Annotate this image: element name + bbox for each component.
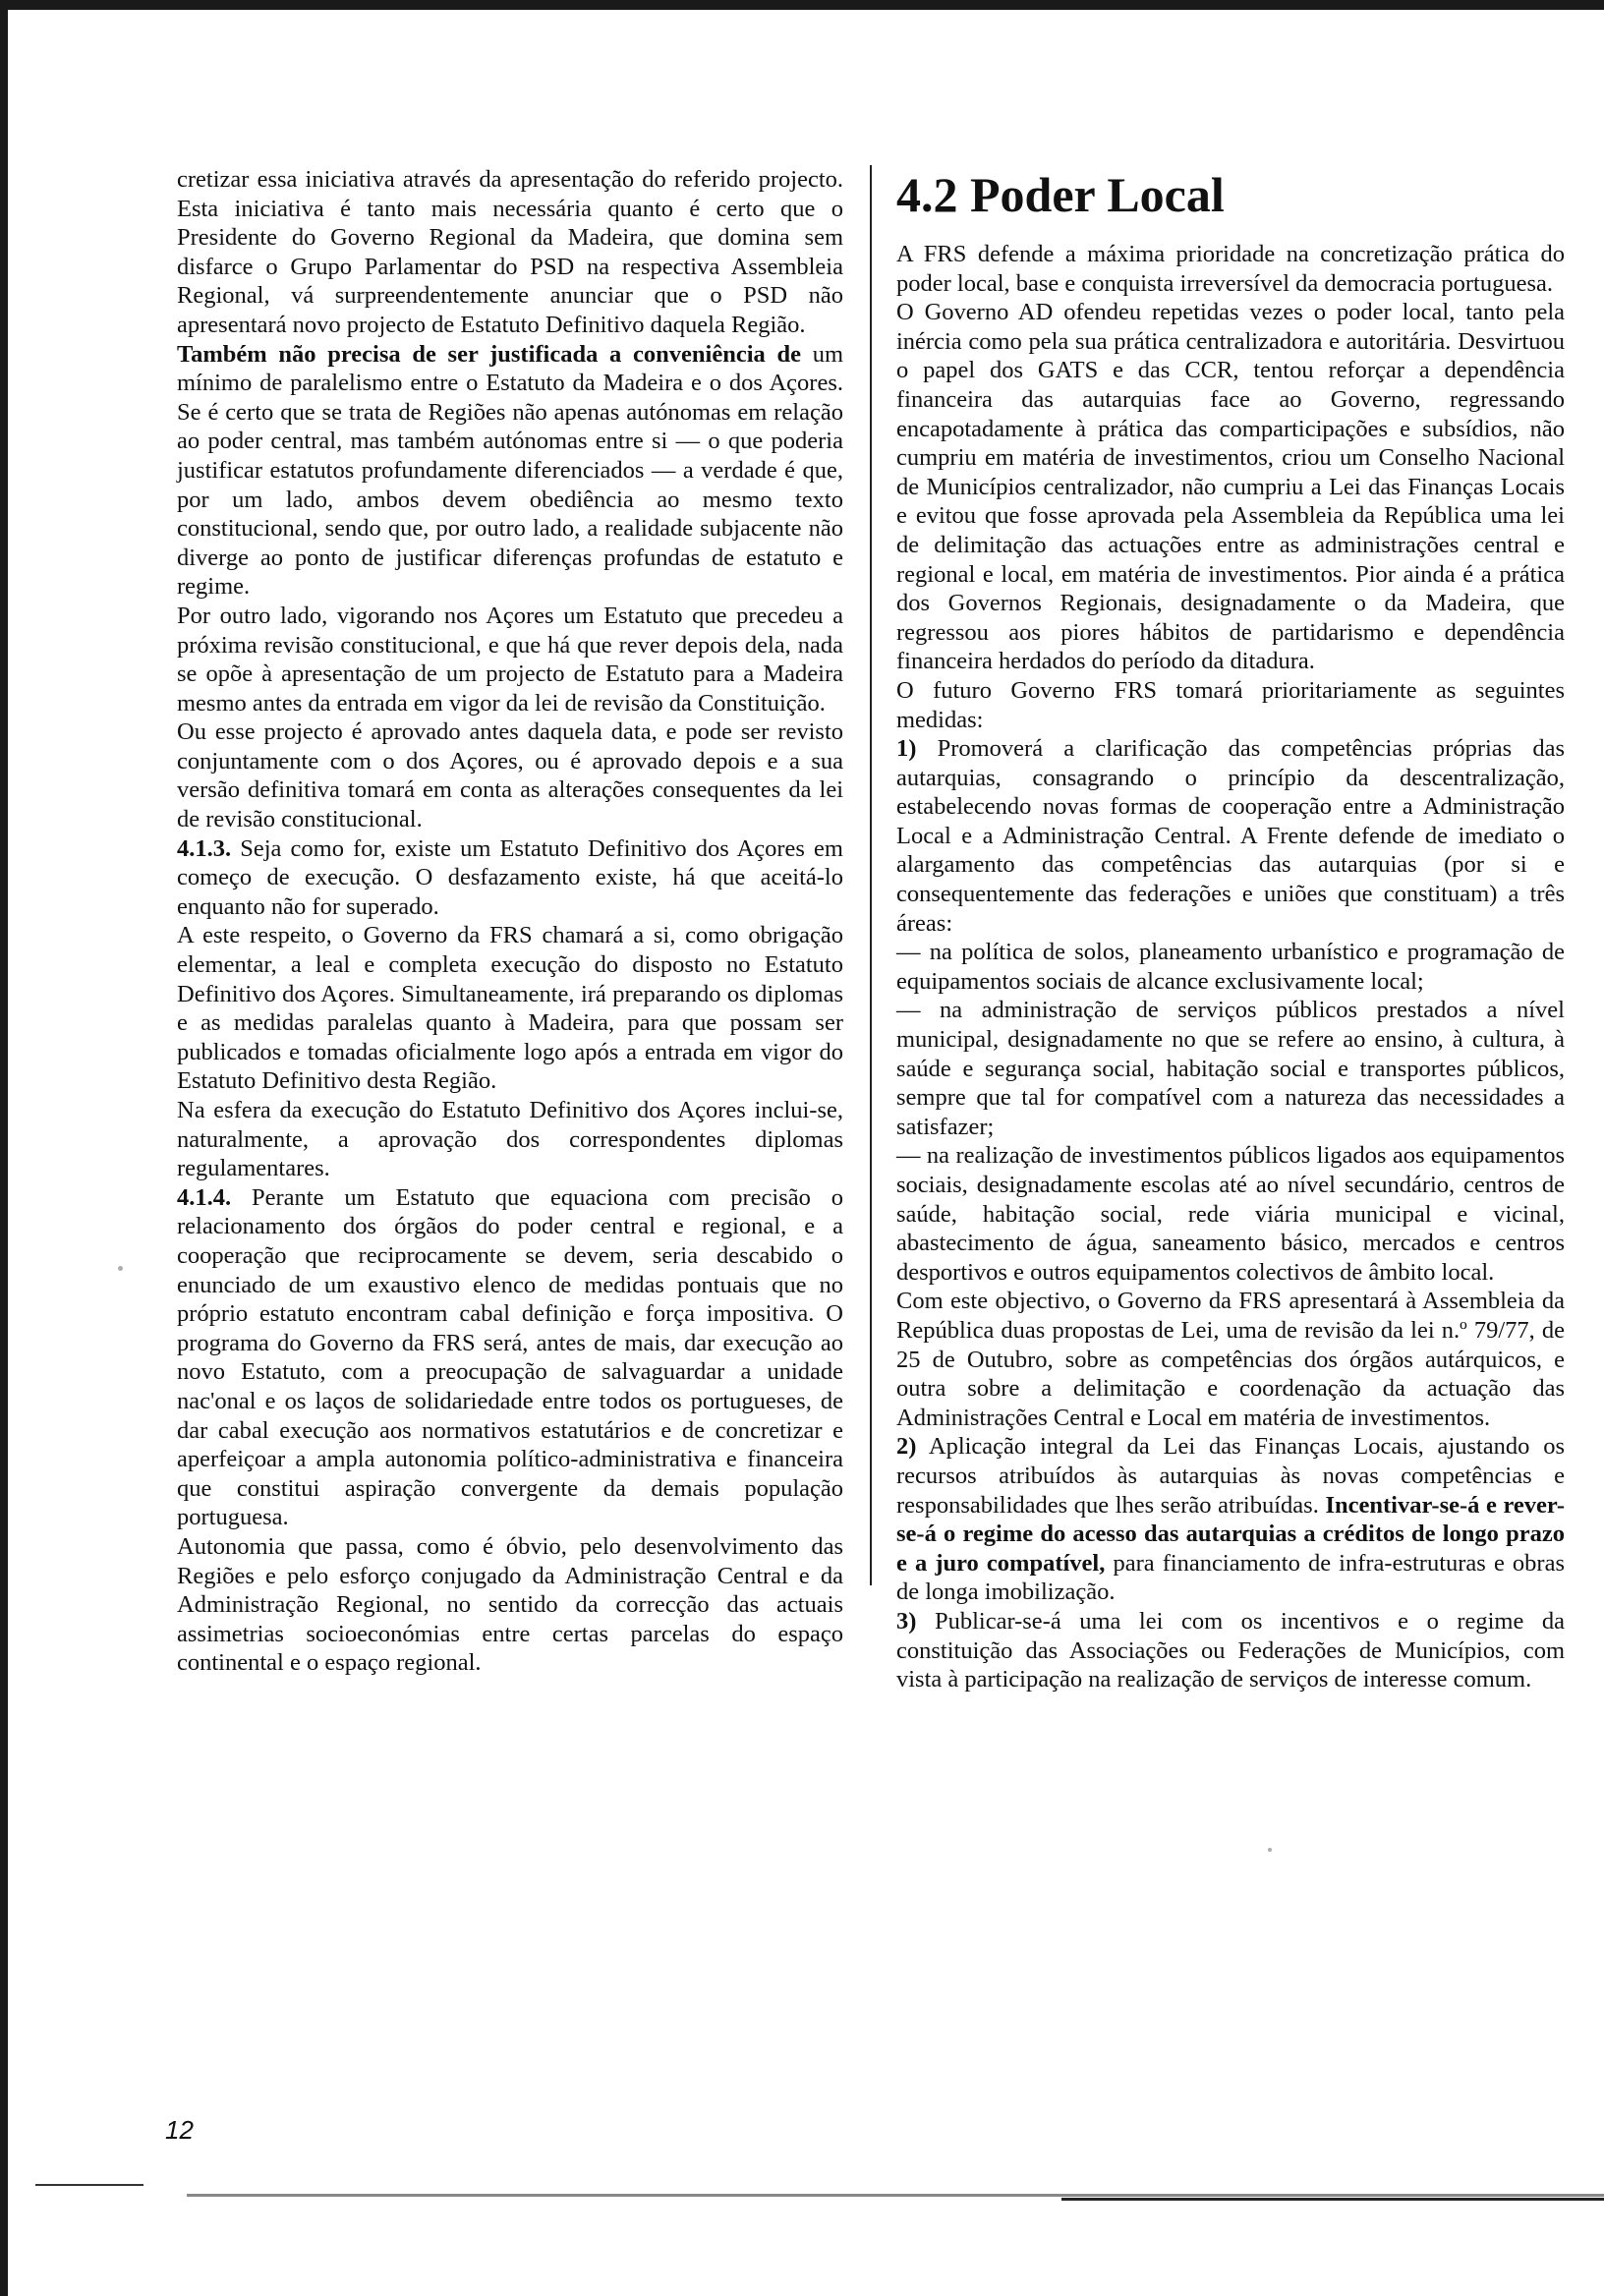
section-number: 4.1.3.: [177, 834, 232, 862]
paragraph: Autonomia que passa, como é óbvio, pelo desenvolvimento das Regiões e pelo esforço conjugado da Administração Central e da Administração Regional, no sentido da correcção das actuais assimetrias socioeconómias entre certas parcelas do espaço continental e o espaço regional.: [177, 1532, 843, 1677]
page-number: 12: [165, 2115, 194, 2145]
paragraph: Por outro lado, vigorando nos Açores um Estatuto que precedeu a próxima revisão constitucional, e que há que rever depois dela, nada se opõe à apresentação de um projecto de Estatuto para a Madeira mesmo antes da entrada em vigor da lei de revisão da Constituição.: [177, 602, 843, 717]
scan-bottom-line: [1061, 2198, 1604, 2201]
paragraph: A FRS defende a máxima prioridade na concretização prática do poder local, base e conquista irreversível da democracia portuguesa.: [896, 241, 1565, 297]
list-item-text: para financiamento de infra-estruturas e obras de longa imobilização.: [896, 1549, 1565, 1606]
left-column: [177, 165, 843, 1678]
list-item-text: Promoverá a clarificação das competências próprias das autarquias, consagrando o princípio da descentralização, estabelecendo novas formas de cooperação entre a Administração Local e a Administração Central. A Frente defende de imediato o alargamento das competências das autarquias (por si e consequentemente das federações e uniões que constituam) a três áreas:: [896, 735, 1565, 937]
paragraph: [177, 834, 843, 922]
scan-speck: [1268, 1848, 1272, 1852]
column-divider: [870, 165, 872, 1585]
list-item-text: Aplicação integral da Lei das Finanças Locais, ajustando os recursos atribuídos às autarquias às novas competências e responsabilidades que lhes serão atribuídas.: [896, 1433, 1565, 1519]
paragraph: cretizar essa iniciativa através da apresentação do referido projecto. Esta iniciativa é tanto mais necessária quanto é certo que o Presidente do Governo Regional da Madeira, que domina sem disfarce o Grupo Parlamentar do PSD na respectiva Assembleia Regional, vá surpreendentemente anunciar que o PSD não apresentará novo projecto de Estatuto Definitivo daquela Região.: [177, 166, 843, 338]
list-item: [896, 1607, 1565, 1694]
paragraph: A este respeito, o Governo da FRS chamará a si, como obrigação elementar, a leal e completa execução do disposto no Estatuto Definitivo dos Açores. Simultaneamente, irá preparando os diplomas e as medidas paralelas quanto à Madeira, para que possam ser publicados e tomadas oficialmente logo após a entrada em vigor do Estatuto Definitivo desta Região.: [177, 922, 843, 1095]
bold-lead: Também não precisa de ser justificada a conveniência de: [177, 340, 801, 368]
scan-bottom-line: [187, 2194, 1604, 2197]
paragraph: Ou esse projecto é aprovado antes daquela data, e pode ser revisto conjuntamente com o dos Açores, ou é aprovado depois e a sua versão definitiva tomará em conta as alterações consequentes da lei de revisão constitucional.: [177, 718, 843, 833]
paragraph: O futuro Governo FRS tomará prioritariamente as seguintes medidas:: [896, 676, 1565, 733]
list-item: [896, 1432, 1565, 1607]
scan-mark: [35, 2184, 143, 2186]
paragraph: Com este objectivo, o Governo da FRS apresentará à Assembleia da República duas propostas de Lei, uma de revisão da lei n.º 79/77, de 25 de Outubro, sobre as competências dos órgãos autárquicos, e outra sobre a delimitação e coordenação da actuação das Administrações Central e Local em matéria de investimentos.: [896, 1288, 1565, 1431]
sub-item: — na realização de investimentos públicos ligados aos equipamentos sociais, designadamente escolas até ao nível secundário, centros de saúde, habitação social, rede viária municipal e vicinal, abastecimento de água, saneamento básico, mercados e centros desportivos e outros equipamentos colectivos de âmbito local.: [896, 1142, 1565, 1286]
paragraph: Na esfera da execução do Estatuto Definitivo dos Açores inclui-se, naturalmente, a aprovação dos correspondentes diplomas regulamentares.: [177, 1097, 843, 1182]
bold-sentence: Incentivar-se-á e rever-se-á o regime do acesso das autarquias a créditos de longo prazo e a juro compatível,: [896, 1491, 1566, 1577]
right-column: [896, 167, 1565, 1694]
section-number: 4.1.4.: [177, 1183, 232, 1211]
paragraph-text: Perante um Estatuto que equaciona com precisão o relacionamento dos órgãos do poder central e regional, e a cooperação que reciprocamente se devem, seria descabido o enunciado de um exaustivo elenco de medidas pontuais que no próprio estatuto encontram cabal definição e força impositiva. O programa do Governo da FRS será, antes de mais, dar execução ao novo Estatuto, com a preocupação de salvaguardar a unidade nac'onal e os laços de solidariedade entre todos os portugueses, de dar cabal execução aos normativos estatutários e de concretizar e aperfeiçoar a ampla autonomia político-administrativa e financeira que constitui aspiração convergente da demais população portuguesa.: [177, 1183, 843, 1531]
list-number: 2): [896, 1433, 917, 1461]
list-item: [896, 734, 1565, 938]
paragraph: [177, 340, 843, 602]
list-item-text: Publicar-se-á uma lei com os incentivos e o regime da constituição das Associações ou Federações de Municípios, com vista à participação na realização de serviços de interesse comum.: [896, 1607, 1566, 1693]
scan-speck: [118, 1266, 123, 1271]
section-heading: 4.2 Poder Local: [896, 167, 1225, 222]
paragraph-text: Seja como for, existe um Estatuto Definitivo dos Açores em começo de execução. O desfazamento existe, há que aceitá-lo enquanto não for superado.: [177, 834, 843, 920]
scan-edge-left: [0, 0, 8, 2296]
paragraph-text: um mínimo de paralelismo entre o Estatuto da Madeira e o dos Açores. Se é certo que se trata de Regiões não apenas autónomas em relação ao poder central, mas também autónomas entre si — o que poderia justificar estatutos profundamente diferenciados — a verdade é que, por um lado, ambos devem obediência ao mesmo texto constitucional, sendo que, por outro lado, a realidade subjacente não diverge ao ponto de justificar diferenças profundas de estatuto e regime.: [177, 340, 844, 601]
scan-edge-top: [0, 0, 1604, 10]
sub-item: — na administração de serviços públicos prestados a nível municipal, designadamente no que se refere ao ensino, à cultura, à saúde e segurança social, habitação social e transportes públicos, sempre que tal for compatível com a natureza das necessidades a satisfazer;: [896, 997, 1565, 1140]
list-number: 1): [896, 735, 917, 763]
sub-item: — na política de solos, planeamento urbanístico e programação de equipamentos sociais de alcance exclusivamente local;: [896, 939, 1565, 995]
paragraph: O Governo AD ofendeu repetidas vezes o poder local, tanto pela inércia como pela sua prática centralizadora e autoritária. Desvirtuou o papel dos GATS e das CCR, tentou reforçar a dependência financeira das autarquias face ao Governo, regressando encapotadamente à prática das comparticipações e subsídios, não cumpriu em matéria de investimentos, criou um Conselho Nacional de Municípios centralizador, não cumpriu a Lei das Finanças Locais e evitou que fosse aprovada pela Assembleia da República uma lei de delimitação das actuações entre as administrações central e regional e local, em matéria de investimentos. Pior ainda é a prática dos Governos Regionais, designadamente o da Madeira, que regressou aos piores hábitos de partidarismo e dependência financeira herdados do período da ditadura.: [896, 299, 1565, 675]
paragraph: [177, 1183, 843, 1532]
list-number: 3): [896, 1607, 917, 1635]
